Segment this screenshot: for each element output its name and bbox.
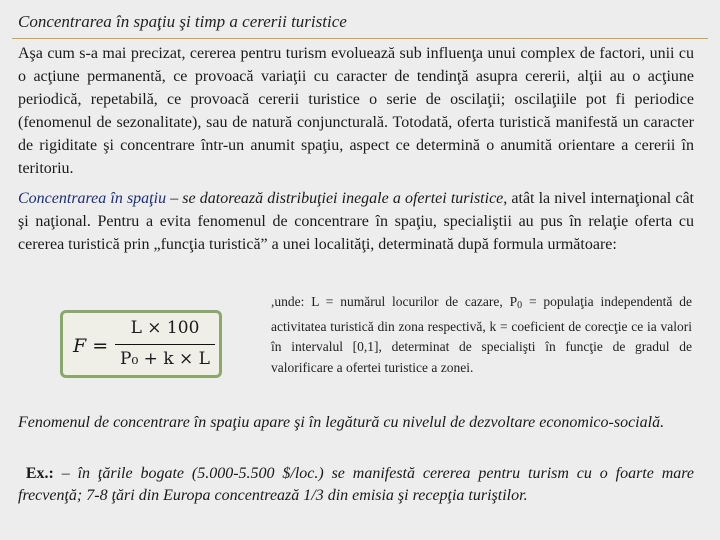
formula-denominator: P₀ + k × L <box>120 349 210 369</box>
title-divider <box>12 38 708 39</box>
formula-fraction <box>115 318 215 369</box>
example-paragraph <box>18 463 694 507</box>
legend-part2: = populaţia independentă de activitatea turistică din zona respectivă, k = coeficient de corecţie ce ia valori în intervalul [0,1], determinat de specialişti în funcţie de gradul de valorificare a ofertei turistice a zonei. <box>271 294 692 375</box>
term-highlight: Concentrarea în spaţiu <box>18 190 167 207</box>
spatial-concentration-paragraph <box>18 187 694 256</box>
formula-lhs <box>73 335 108 357</box>
slide-title: Concentrarea în spaţiu şi timp a cererii turistice <box>18 12 347 31</box>
formula-equals: = <box>92 335 109 357</box>
paragraph-rest: , atât la nivel internaţional cât şi naţional. Pentru a evita fenomenul de concentrare în spaţiu, specialiştii au pus în relaţie oferta cu cererea turistică prin „funcţia turistică” a unei localităţi, determinată după formula următoare: <box>18 190 695 253</box>
formula-box <box>60 310 222 378</box>
development-paragraph: Fenomenul de concentrare în spaţiu apare şi în legătură cu nivelul de dezvoltare economico-socială. <box>18 414 665 431</box>
legend-subscript: 0 <box>517 300 523 311</box>
formula-numerator: L × 100 <box>130 318 200 338</box>
formula-legend <box>271 292 692 378</box>
example-label: Ex.: <box>25 465 54 482</box>
formula-variable: F <box>73 335 87 357</box>
legend-part1: ,unde: L = numărul locurilor de cazare, P <box>271 294 518 309</box>
fraction-bar <box>115 344 215 345</box>
intro-paragraph: Aşa cum s-a mai precizat, cererea pentru turism evoluează sub influenţa unui complex de factori, unii cu o acţiune permanentă, ce provoacă variaţii cu caracter de tendinţă asupra cererii, alţii au o acţiune periodică, repetabilă, ce provoacă cererii turistice o serie de oscilaţii; oscilaţiile pot fi periodice (fenomenul de sezonalitate), sau de natură conjuncturală. Totodată, oferta turistică manifestă un caracter de rigiditate şi concentrare într-un anumit spaţiu, aspect ce determină o anumită orientare a cererii în teritoriu. <box>18 45 694 177</box>
example-text: – în ţările bogate (5.000-5.500 $/loc.) se manifestă cererea pentru turism cu o foarte mare frecvenţă; 7-8 ţări din Europa concentrează 1/3 din emisia şi recepţia turiştilor. <box>18 465 695 504</box>
term-definition: – se datorează distribuţiei inegale a ofertei turistice <box>166 190 504 207</box>
